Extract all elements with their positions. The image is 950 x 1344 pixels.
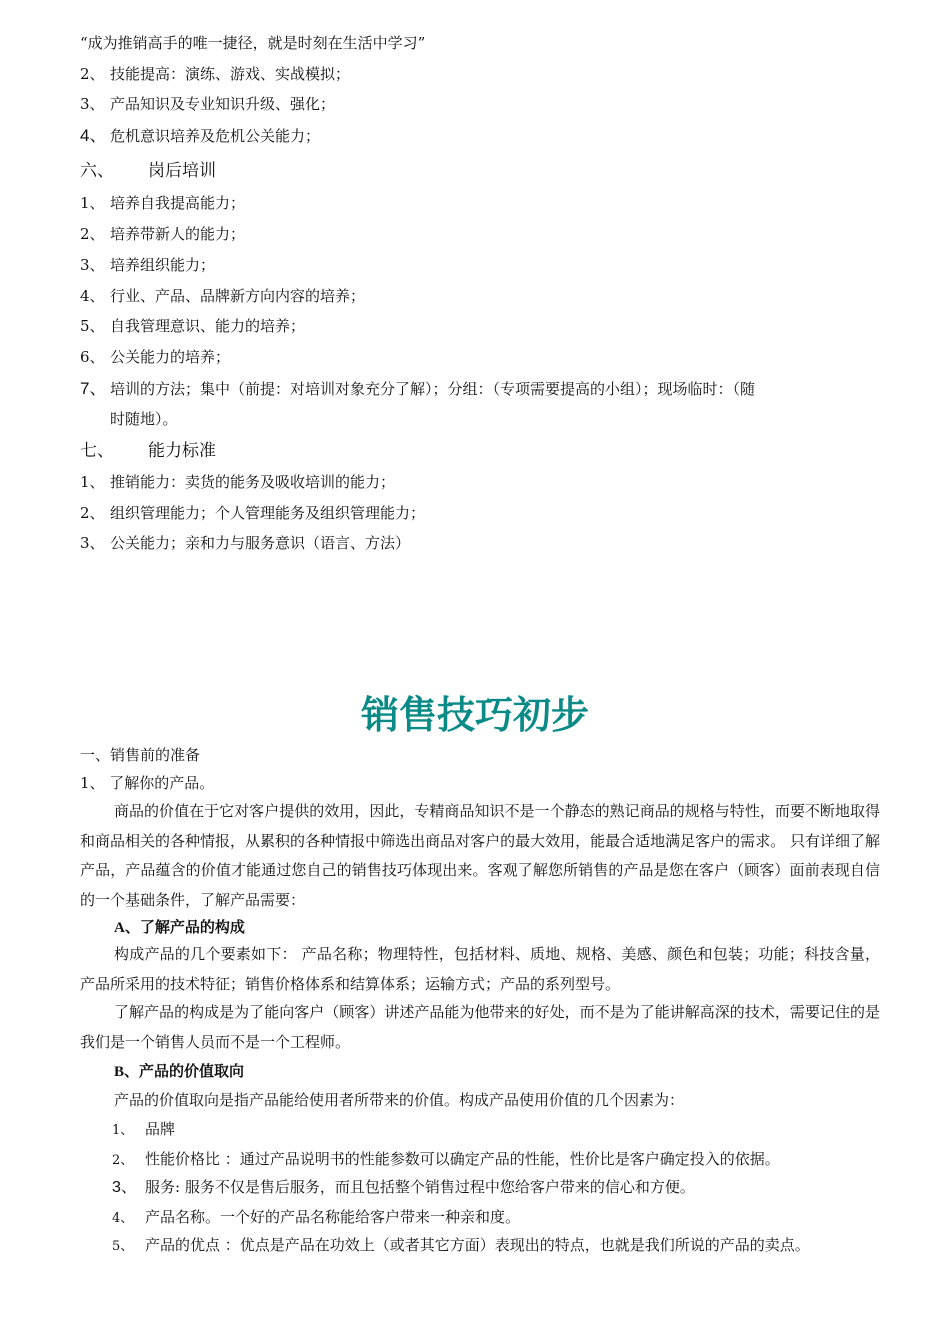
list-item: [112, 1119, 175, 1141]
item-text: 推销能力：卖货的能务及吸收培训的能力；: [110, 473, 396, 491]
item-text: 培养带新人的能力；: [110, 225, 246, 243]
item-number: 7、: [80, 379, 107, 398]
part-heading: 一、销售前的准备: [80, 746, 201, 764]
item-text: 产品的优点 ：优点是产品在功效上（或者其它方面）表现出的特点，也就是我们所说的产品的卖点。: [145, 1236, 810, 1254]
item-text: 公关能力；亲和力与服务意识（语言、方法）: [110, 534, 411, 552]
section-title: 能力标准: [148, 441, 216, 461]
list-item: [112, 1207, 520, 1229]
list-item: [80, 347, 230, 367]
item-text: 培养组织能力；: [110, 256, 216, 274]
list-item: [80, 316, 305, 336]
item-text: 危机意识培养及危机公关能力；: [110, 127, 321, 145]
item-text: 培养自我提高能力；: [110, 194, 246, 212]
item-text: 公关能力的培养；: [110, 348, 231, 366]
item-number: 6、: [80, 348, 105, 366]
item-number: 2、: [112, 1153, 134, 1168]
list-item: [80, 126, 320, 146]
item-number: 1、: [112, 1123, 134, 1138]
item-number: 4、: [80, 287, 105, 305]
item-text: 技能提高：演练、游戏、实战模拟；: [110, 65, 351, 83]
item-text: 品牌: [145, 1120, 176, 1138]
item-number: 2、: [80, 65, 105, 83]
item-number: 3、: [112, 1179, 137, 1196]
section-heading: [80, 161, 216, 181]
item-text: 培训的方法；集中（前提：对培训对象充分了解）；分组：（专项需要提高的小组）；现场临时：（随: [110, 380, 756, 398]
list-item: [80, 503, 425, 523]
document-title: 销售技巧初步: [360, 693, 589, 737]
item-number: 4、: [112, 1211, 134, 1226]
item-number: 4、: [80, 126, 107, 145]
list-item: [80, 94, 335, 114]
item-number: 2、: [80, 225, 105, 243]
section-heading: [80, 441, 216, 461]
list-item: [80, 255, 215, 275]
item-text: 自我管理意识、能力的培养；: [110, 317, 306, 335]
section-number: 七、: [80, 441, 114, 461]
quote-text: “成为推销高手的唯一捷径，就是时刻在生活中学习”: [80, 34, 426, 52]
item-number: 3、: [80, 534, 105, 552]
subheading: 1、 了解你的产品。: [80, 774, 215, 792]
item-text: 服务: 服务不仅是售后服务，而且包括整个销售过程中您给客户带来的信心和方便。: [145, 1178, 695, 1196]
item-text: 时随地）。: [110, 410, 178, 428]
item-number: 1、: [80, 194, 105, 212]
item-text: 组织管理能力；个人管理能务及组织管理能力；: [110, 504, 426, 522]
item-number: 5、: [112, 1239, 134, 1254]
section-title: 岗后培训: [148, 161, 216, 181]
quote-line: [80, 33, 425, 53]
subsection-heading: A、了解产品的构成: [114, 920, 245, 936]
list-item: [80, 64, 350, 84]
item-number: 3、: [80, 256, 105, 274]
list-item: [112, 1177, 695, 1198]
paragraph: 构成产品的几个要素如下： 产品名称；物理特性，包括材料、质地、规格、美感、颜色和包装；功能；科技含量，产品所采用的技术特征；销售价格体系和结算体系；运输方式；产品的系列型号。: [80, 945, 880, 993]
item-text: 产品知识及专业知识升级、强化；: [110, 95, 336, 113]
list-item: [112, 1149, 780, 1171]
section-number: 六、: [80, 161, 114, 181]
list-item: [80, 379, 755, 399]
list-item: [80, 533, 410, 553]
item-text: 性能价格比 ：通过产品说明书的性能参数可以确定产品的性能，性价比是客户确定投入的依据。: [145, 1150, 780, 1168]
list-item: [80, 193, 245, 213]
list-item: [80, 286, 365, 306]
list-item: [112, 1235, 145, 1257]
list-item: [80, 224, 245, 244]
list-item: [80, 472, 395, 492]
item-text: 产品名称。一个好的产品名称能给客户带来一种亲和度。: [145, 1208, 521, 1226]
item-text: 行业、产品、品牌新方向内容的培养；: [110, 287, 366, 305]
item-number: 3、: [80, 95, 105, 113]
item-number: 2、: [80, 504, 105, 522]
list-item-continuation: [110, 409, 178, 429]
item-number: 5、: [80, 317, 105, 335]
paragraph: 商品的价值在于它对客户提供的效用，因此，专精商品知识不是一个静态的熟记商品的规格与特性，而要不断地取得和商品相关的各种情报，从累积的各种情报中筛选出商品对客户的最大效用，能最合适地满足客户的需求。 只有详细了解产品，产品蕴含的价值才能通过您自己的销售技巧体现出来。客观了解您所销售的产品是您在客户（顾客）面前表现自信的一个基础条件，了解产品需要：: [80, 802, 880, 909]
subsection-heading: B、产品的价值取向: [114, 1064, 245, 1080]
item-number: 1、: [80, 473, 105, 491]
paragraph: 产品的价值取向是指产品能给使用者所带来的价值。构成产品使用价值的几个因素为：: [114, 1091, 685, 1109]
paragraph: 了解产品的构成是为了能向客户（顾客）讲述产品能为他带来的好处，而不是为了能讲解高深的技术，需要记住的是我们是一个销售人员而不是一个工程师。: [80, 1003, 880, 1051]
